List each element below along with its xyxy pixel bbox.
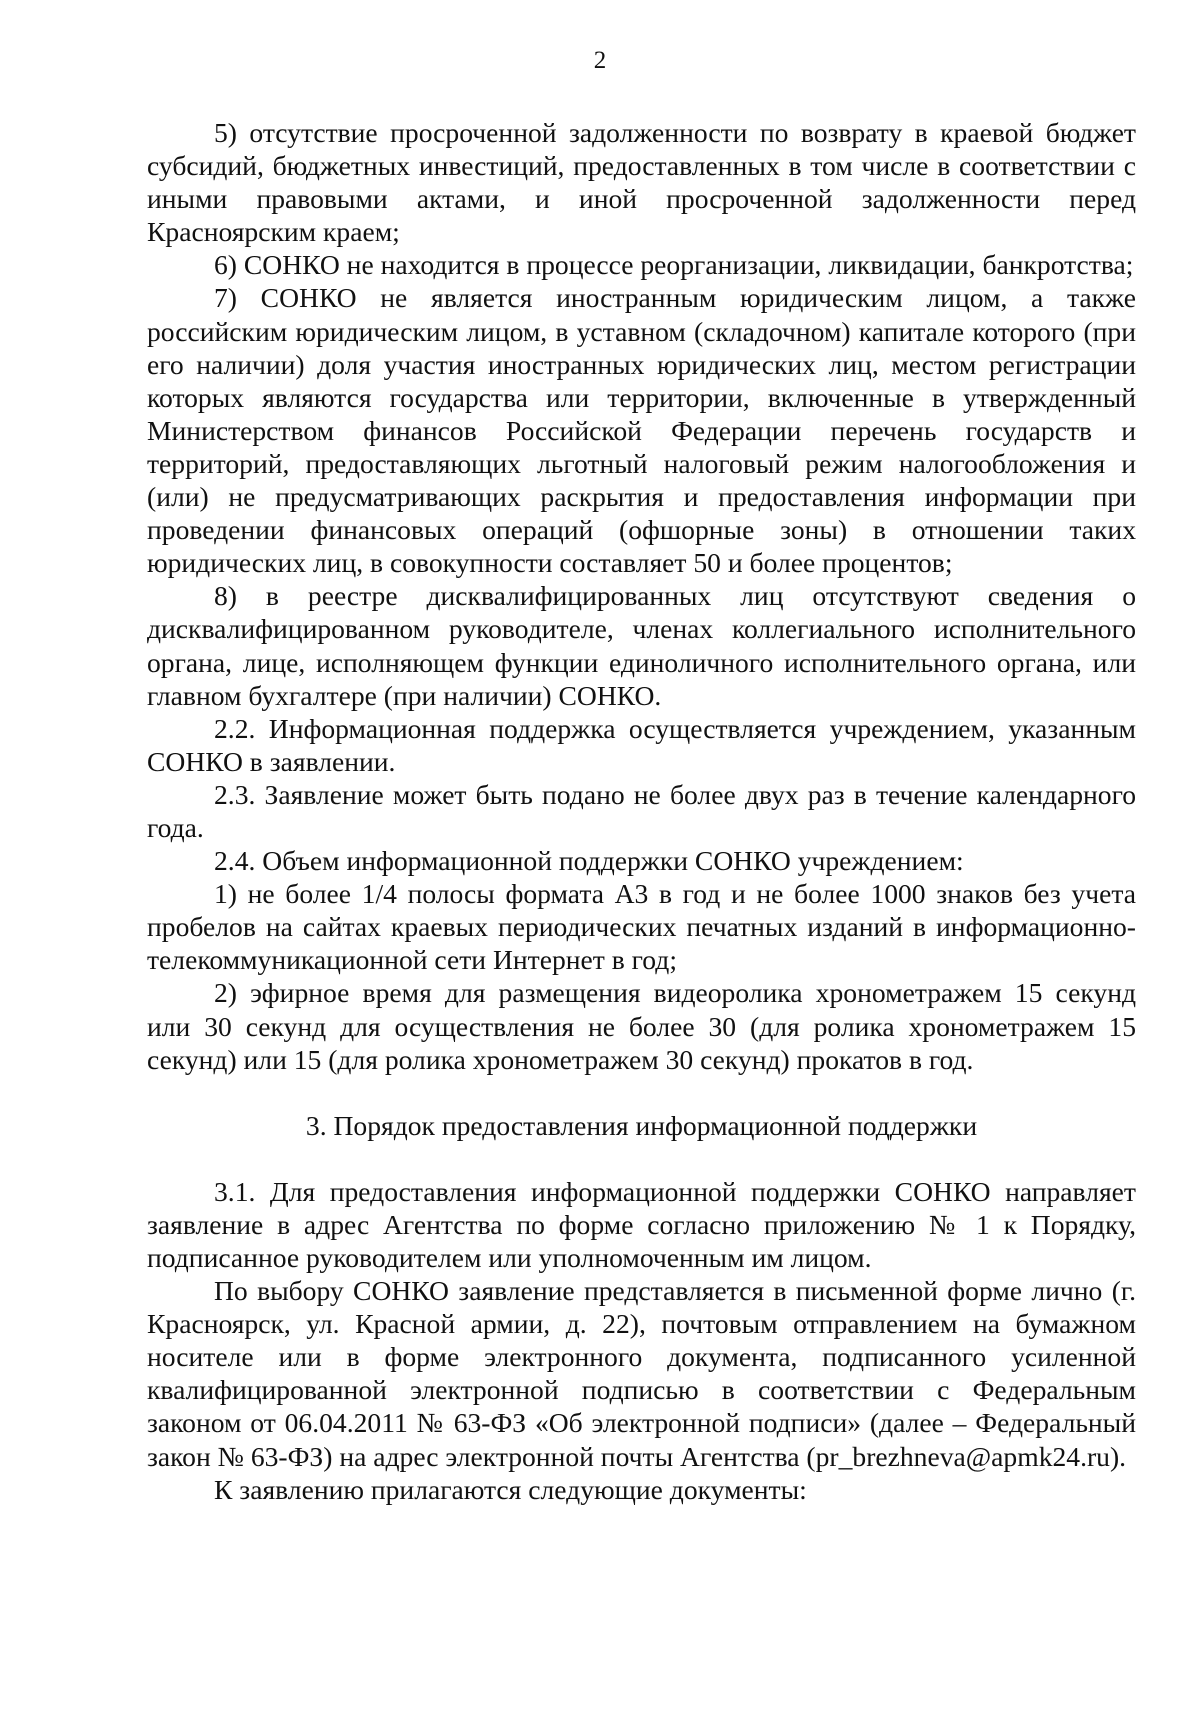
section-heading: 3. Порядок предоставления информационной поддержки (305, 1109, 978, 1141)
paragraph-2-3: 2.3. Заявление может быть подано не более двух раз в течение календарного года. (147, 778, 1136, 843)
paragraph-item-7: 7) СОНКО не является иностранным юридическим лицом, а также российским юридическим лицом, в уставном (складочном) капитале которого (при его наличии) доля участия иностранных юридических лиц, местом регистрации которых являются государства или территории, включенные в утвержденный Министерством финансов Российской Федерации перечень государств и территорий, предоставляющих льготный налоговый режим налогообложения и (или) не предусматривающих раскрытия и предоставления информации при проведении финансовых операций (офшорные зоны) в отношении таких юридических лиц, в совокупности составляет 50 и более процентов; (147, 282, 1136, 579)
paragraph-submission-methods: По выбору СОНКО заявление представляется в письменной форме лично (г. Красноярск, ул. Красной армии, д. 22), почтовым отправлением на бумажном носителе или в форме электронного документа, подписанного усиленной квалифицированной электронной подписью в соответствии с Федеральным законом от 06.04.2011 № 63-ФЗ «Об электронной подписи» (далее – Федеральный закон № 63-ФЗ) на адрес электронной почты Агентства (pr_brezhneva@apmk24.ru). (147, 1275, 1136, 1472)
paragraph-3-1: 3.1. Для предоставления информационной поддержки СОНКО направляет заявление в адрес Агентства по форме согласно приложению № 1 к Порядку, подписанное руководителем или уполномоченным им лицом. (147, 1175, 1136, 1273)
paragraph-2-4: 2.4. Объем информационной поддержки СОНКО учреждением: (214, 845, 964, 877)
paragraph-2-2: 2.2. Информационная поддержка осуществляется учреждением, указанным СОНКО в заявлении. (147, 712, 1136, 777)
paragraph-item-5: 5) отсутствие просроченной задолженности по возврату в краевой бюджет субсидий, бюджетных инвестиций, предоставленных в том числе в соответствии с иными правовыми актами, и иной просроченной задолженности перед Красноярским краем; (147, 117, 1136, 248)
paragraph-2-4-item-2: 2) эфирное время для размещения видеоролика хронометражем 15 секунд или 30 секунд для осуществления не более 30 (для ролика хронометражем 15 секунд) или 15 (для ролика хронометражем 30 секунд) прокатов в год. (147, 977, 1136, 1075)
paragraph-2-4-item-1: 1) не более 1/4 полосы формата А3 в год и не более 1000 знаков без учета пробелов на сайтах краевых периодических печатных изданий в информационно-телекоммуникационной сети Интернет в год; (147, 878, 1136, 976)
paragraph-item-6: 6) СОНКО не находится в процессе реорганизации, ликвидации, банкротства; (214, 249, 1134, 281)
document-body (147, 116, 1136, 1506)
paragraph-attachments-intro: К заявлению прилагаются следующие документы: (214, 1473, 807, 1505)
page-number: 2 (593, 47, 607, 74)
paragraph-item-8: 8) в реестре дисквалифицированных лиц отсутствуют сведения о дисквалифицированном руководителе, членах коллегиального исполнительного органа, лице, исполняющем функции единоличного исполнительного органа, или главном бухгалтере (при наличии) СОНКО. (147, 580, 1136, 711)
